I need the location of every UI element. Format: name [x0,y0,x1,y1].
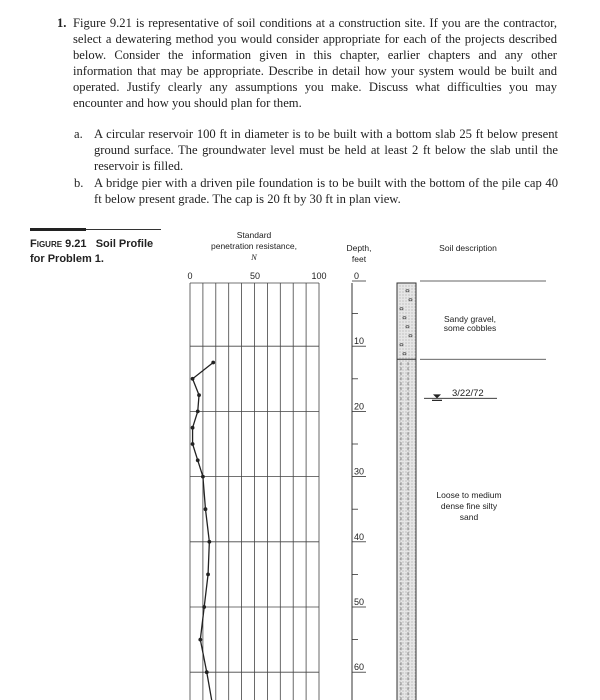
depth-label-40: 40 [354,531,365,542]
depth-label-50: 50 [354,597,365,607]
depth-axis [352,271,366,700]
spt-point [196,458,200,462]
problem-text: Figure 9.21 is representative of soil conditions at a construction site. If you are the contractor, select a dewatering method you would consider appropriate for each of the projects described below. Consider the information given in this chapter, earlier chapters and any other information that may be appropriate. Describe in detail how your system would be built and operated. Justify clearly any assumptions you make. Discuss what difficulties you may encounter and how you should plan for them. [73,16,557,110]
spt-point [197,393,201,397]
layer-2-desc-1: Loose to medium [436,490,502,500]
part-text: A circular reservoir 100 ft in diameter is to be built with a bottom slab 25 ft below present ground surface. The groundwater level must be held at least 2 ft below the slab until the reservoir is filled. [94,127,558,173]
spt-header-2: penetration resistance, [211,241,297,251]
figure-title: Soil Profile [95,238,154,250]
depth-label-60: 60 [354,662,365,673]
soil-header: Soil description [439,243,497,253]
spt-point [207,540,211,544]
layer-1-desc-2: some cobbles [443,323,497,333]
part-label: b. [74,176,84,190]
part-label: a. [74,127,83,141]
depth-label-0: 0 [354,271,360,281]
spt-point [201,475,205,479]
depth-label-10: 10 [354,336,365,347]
figure-caption-line2: for Problem 1. [30,253,104,265]
spt-header-1: Standard [236,230,272,240]
layer-1-desc-1: Sandy gravel, [444,314,496,324]
figure-number: Figure 9.21 [30,238,87,250]
spt-point [204,507,208,511]
spt-grid [190,283,319,700]
spt-point [198,638,202,642]
water-table-icon [433,394,441,398]
spt-tick-0: 0 [187,271,193,281]
depth-header-2: feet [351,254,367,264]
depth-header-1: Depth, [346,243,372,253]
spt-point [211,361,215,365]
spt-point [191,377,195,381]
part-text: A bridge pier with a driven pile foundation is to be built with the bottom of the pile cap 40 ft below present grade. The cap is 20 ft by 30 ft in plan view. [94,176,558,206]
spt-header-3: N [251,252,257,262]
depth-label-30: 30 [354,466,365,477]
spt-point [191,442,195,446]
depth-label-20: 20 [354,401,365,412]
spt-point [202,605,206,609]
spt-tick-50: 50 [249,271,261,281]
spt-point [205,670,209,674]
layer-2-desc-2: dense fine silty [440,501,498,511]
spt-point [206,573,210,577]
problem-number: 1. [57,16,67,30]
spt-tick-100: 100 [311,271,327,281]
spt-point [191,426,195,430]
water-table-date: 3/22/72 [452,388,484,399]
spt-point [196,410,200,414]
layer-2-desc-3: sand [459,512,479,522]
